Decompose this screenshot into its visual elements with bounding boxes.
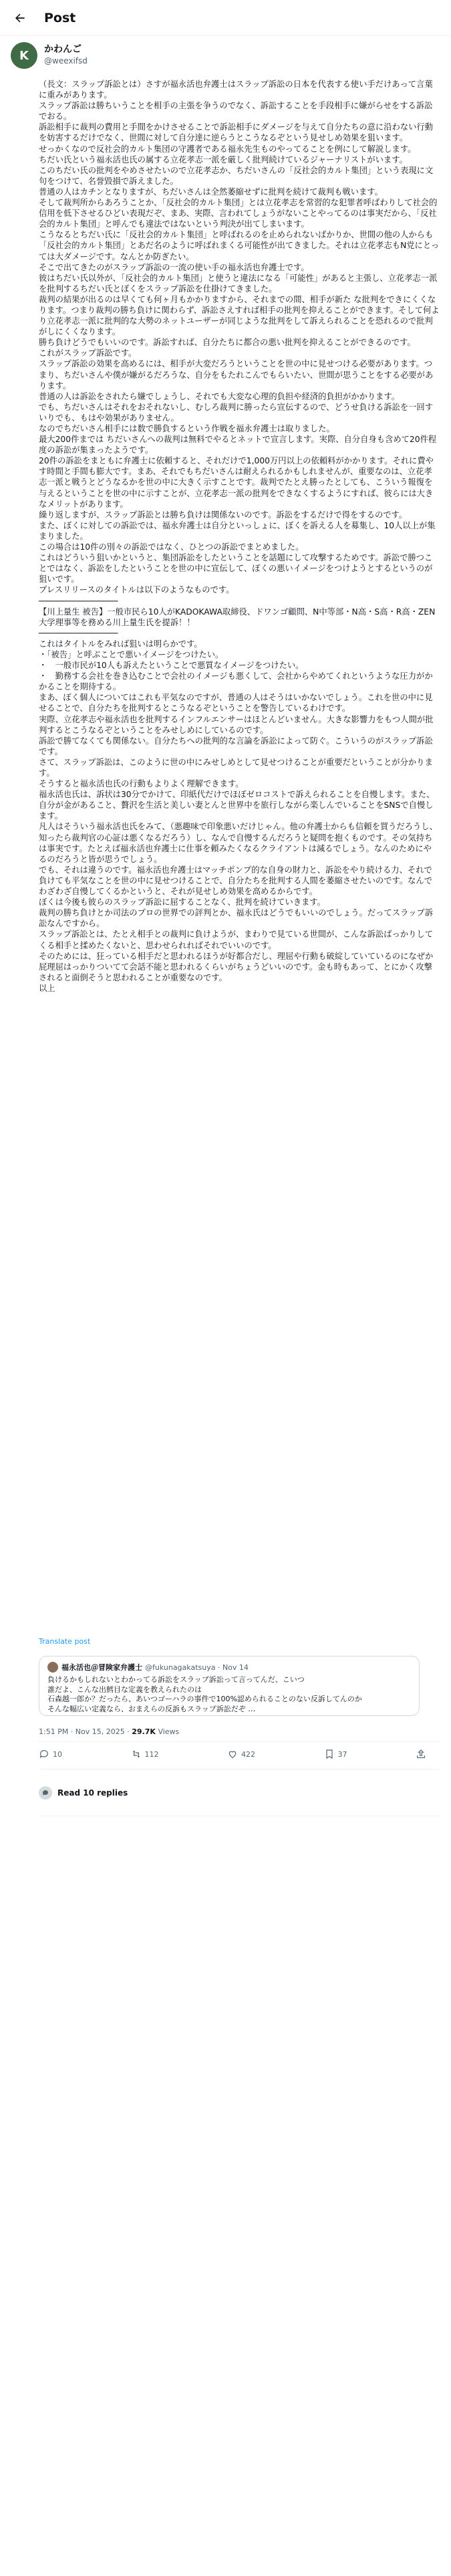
- views-label: Views: [158, 1727, 180, 1736]
- repost-button[interactable]: [131, 1749, 159, 1759]
- quoted-post[interactable]: [39, 1656, 420, 1716]
- share-icon: [416, 1749, 426, 1759]
- quoted-avatar: [47, 1662, 58, 1673]
- bookmark-icon: [324, 1749, 335, 1759]
- post-meta: 1:51 PM · Nov 15, 2025 · 29.7K Views: [39, 1727, 180, 1736]
- back-button[interactable]: [11, 9, 29, 27]
- reply-button[interactable]: [39, 1749, 62, 1759]
- avatar[interactable]: K: [11, 42, 37, 69]
- post-body: （長文：スラップ訴訟とは）さすが福永活也弁護士はスラップ訴訟の日本を代表する使い手だけあって言葉に重みがあります。 スラップ訴訟は勝ちいうことを相手の主張を争うのでなく、訴訟することを手段相手に嫌がらせをする訴訟でおる。 訴訟相手に裁判の費用と手間をかけさせることで訴訟相手にダメージを与えて自分たちの意に沿わない行動を妨害するだけでなく、世間に対して自分達に逆らうとこうなるぞという見せしめ効果を狙います。 せっかくなので反社会的カルト集団の守護者である福永先生ものやってることを例にして解説します。 ちだい氏という福永活也氏の属する立花孝志一派を厳しく批判続けているジャーナリストがいます。 このちだい氏の批判をやめさせたいので立花孝志か、ちだいさんの「反社会的カルト集団」という表現に文句をつけて、名誉毀損で訴えました。 普通の人はカチンとなりますが、ちだいさんは全然萎縮せずに批判を続けて裁判も戦います。 そして裁判所からあろうことか、「反社会的カルト集団」とは立花孝志を常習的な犯罪者呼ばわりして社会的信用を低下させるひどい表現だぞ、まあ、実際、言われてしょうがないことやってるのは事実だから、「反社会的カルト集団」と呼んでも違法ではないという判決が出てしまいます。 こうなるとちだい氏に「反社会的カルト集団」と呼ばれるのを止められないばかりか、世間の他の人からも「反社会的カルト集団」とあだ名のように呼ばれまくる可能性が出てきました。それは立花孝志もN党にとっては大ダメージです。なんとか防ぎたい。 そこで出てきたのがスラップ訴訟の一流の使い手の福永活也弁護士です。 彼はちだい氏以外が、「反社会的カルト集団」と使うと違法になる「可能性」があると主張し、立花孝志一派を批判するちだい氏とぼくをスラップ訴訟を仕掛けてきました。 裁判の結果が出るのは早くても何ヶ月もかかりますから、それまでの間、相手が新た な批判をできにくくなります。つまり裁判の勝ち負けに関わらず、訴訟さえすれば相手の批判を抑えることができます。そして何より立花孝志一派に批判的な大勢のネットユーザーが同じような批判をして訴えられることを恐れるので批判がしにくくなります。 勝ち負けどうでもいいのです。訴訟すれば、自分たちに都合の悪い批判を抑えることができるのです。 これがスラップ訴訟です。 スラップ訴訟の効果を高めるには、相手が大変だろうということを世の中に見せつける必要があります。つまり、ちだいさんや僕が嫌がるだろうな、自分をもたれこんでもらいたい、世間が思うことをする必要があります。 普通の人は訴訟をされたら嫌でしょうし、それでも大変な心理的負担や経済的負担がかかります。 でも、ちだいさんはそれをおそれないし、むしろ裁判に勝ったら宣伝するので、どうせ負ける訴訟を一回すいりでも、もはや効果がありません。 なのでちだいさん相手には数で勝負するという作戦を福永弁護士は取りました。 最大200件までは ちだいさんへの裁判は無料でやるとネットで宣言します。実際、自分自身も含めて20件程度の訴訟が集まったようです。 20件の訴訟をまともに弁護士に依頼すると、それだけで1,000万円以上の依頼料がかかります。それに費やす時間と手間も膨大です。まあ、それでもちだいさんは耐えられるかもしれませんが、重要なのは、立花孝志一派と戦うとどうなるかを世の中に大きく示すことです。裁判でたとえ勝ったとしても、こういう報復を与えるということを世の中に示すことが、立花孝志一派の批判をできなくするようにすれば、彼らには大きなメリットがあります。 繰り返しますが、スラップ訴訟とは勝ち負けは関係ないのです。訴訟をするだけで得をするのです。 また、ぼくに対しての訴訟では、福永弁護士は自分といっしょに、ぼくを訴える人を募集し、10人以上が集まりました。 この場合は10件の別々の訴訟ではなく、ひとつの訴訟でまとめました。 これはどういう狙いかというと、集団訴訟をしたということを話題にして攻撃するためです。訴訟で勝つことではなく、訴訟をしたということを世の中に宣伝して、ぼくの悪いイメージをつけようとするというのが狙いです。 プレスリリースのタイトルは以下のようなものです。 ──────────────── 【川上量生 被告】一般市民ら10人がKADOKAWA取締役、ドワンゴ顧問、N中等部・N高・S高・R高・ZEN大学理事等を務める川上量生氏を提訴！！ ──────────────── これはタイトルをみれば狙いは明らかです。 ・「被告」と呼ぶことで悪いイメージをつけたい。 ・ 一般市民が10人も訴えたということで悪質なイメージをつけたい。 ・ 勤務する会社を巻き込むことで会社のイメージも悪くして、会社からやめてくれというような圧力がかかることを期待する。 まあ、ぼく個人についてはこれも平気なのですが、普通の人はそうはいかないでしょう。これを世の中に見せることで、自分たちを批判するとこうなるぞということを警告しているわけです。 実際、立花孝志や福永活也を批判するインフルエンサーはほとんどいません。大きな影響力をもつ人間が批判するとこうなるぞということをみせしめにしているのです。 訴訟で勝てなくても関係ない。自分たちへの批判的な言論を訴訟によって防ぐ。こういうのがスラップ訴訟です。 さて、スラップ訴訟は、このように世の中にみせしめとして見せつけることが重要だということが分かります。 そうすると福永活也氏の行動もよりよく理解できます。 福永活也氏は、訴状は30分でかけて、印紙代だけでほぼゼロコストで訴えられることを自慢します。また、自分が金があること、贅沢を生活と美しい妻とんと世界中を旅行しながら楽しんでいることをSNSで自慢します。 凡人はそういう福永活也氏をみて、（悪趣味で印象悪いだけじゃん。他の弁護士からも信頼を買うだろうし、知ったら裁判官の心証は悪くなるだろう）し、なんで自慢するんだろうと疑問を抱くものです。その気持ちは事実です。たとえば福永活也弁護士に仕事を頼みたくなるクライアントは減るでしょう。なんのためにやるのだろうと皆が思うでしょう。 でも、それは違うのです。福永活也弁護士はマッチポンプ的な自身の財力と、訴訟をやり続ける力、それで負けても平気なことを世の中に見せつけることで、自分たちを批判する人間を萎縮させたいのです。なんでわざわざ自慢してくるかというと、それが見せしめ効果を高めるからです。 ぼくは今後も彼らのスラップ訴訟に屈することなく、批判を続けていきます。 裁判の勝ち負けとか司法のプロの世界での評判とか、福永氏はどうでもいいのでしょう。だってスラップ訴訟なんですから。 スラップ訴訟とは、たとえ相手との裁判に負けようが、まわりで見ている世間が、こんな訴訟ばっかりしてくる相手と揉めたくないと、思わせられればそれでいいのです。 そのためには、狂っている相手だと思われるほうが好都合だし、理屈や行動も破綻していているのになぜか屁理屈はっかりついてて会話不能と思われるくらいがちょうどいいのです。金も時もあって、とにかく攻撃されると面倒そうと思われることが重要なのです。 以上: [39, 80, 440, 993]
- like-count: 422: [241, 1749, 255, 1759]
- repost-icon: [131, 1749, 142, 1759]
- reply-icon: [39, 1749, 49, 1759]
- like-button[interactable]: [227, 1749, 255, 1759]
- action-bar: [39, 1749, 426, 1759]
- top-bar: [0, 0, 451, 36]
- read-replies-label: Read 10 replies: [57, 1788, 128, 1798]
- reply-count: 10: [53, 1749, 62, 1759]
- author-handle[interactable]: @weexifsd: [44, 56, 88, 66]
- quoted-text: 負けるかもしれないとわかってる訴訟をスラップ訴訟って言ってんだ、こいつ 誰だよ、こんな出鱈目な定義を教えられたのは 石森越一郎か？だったら、あいつゴーハラの事件で100%認められることのない反訴してんのか そんな幅広い定義なら、おまえらの反訴もスラップ訴訟だぞ …: [47, 1675, 362, 1713]
- share-button[interactable]: [416, 1749, 426, 1759]
- bookmark-count: 37: [337, 1749, 347, 1759]
- read-replies-button[interactable]: [39, 1781, 440, 1805]
- divider: [39, 1741, 440, 1742]
- post-timestamp[interactable]: 1:51 PM · Nov 15, 2025: [39, 1727, 125, 1736]
- quoted-author-handle: @fukunagakatsuya · Nov 14: [145, 1662, 249, 1672]
- author-name[interactable]: かわんご: [44, 44, 82, 55]
- heart-icon: [227, 1749, 238, 1759]
- replies-icon: [39, 1786, 52, 1800]
- quoted-author-name: 福永活也＠冒険家弁護士: [61, 1663, 142, 1672]
- translate-link[interactable]: Translate post: [39, 1637, 91, 1646]
- bookmark-button[interactable]: [324, 1749, 347, 1759]
- page-title: Post: [44, 10, 76, 25]
- arrow-left-icon: [13, 11, 27, 25]
- post-author[interactable]: [11, 42, 88, 69]
- views-count: 29.7K: [132, 1727, 156, 1736]
- repost-count: 112: [144, 1749, 159, 1759]
